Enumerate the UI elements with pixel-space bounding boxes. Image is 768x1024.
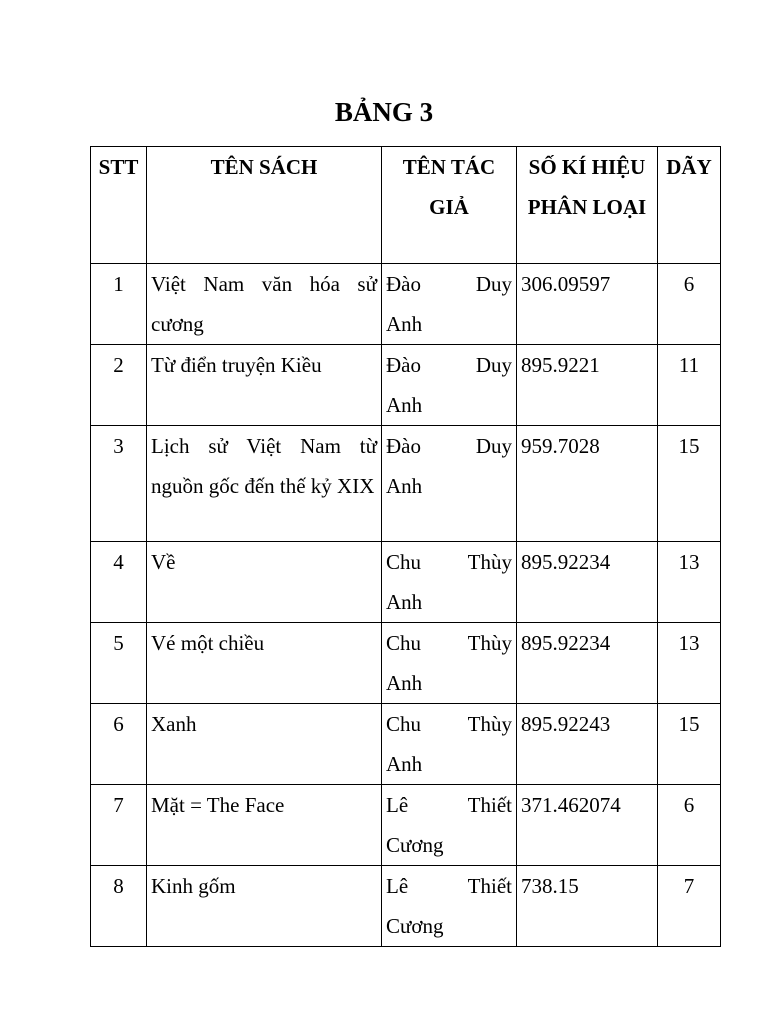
cell-shelf: 6: [658, 264, 721, 345]
cell-classification-code: 895.92234: [517, 623, 658, 704]
cell-author: [382, 704, 517, 785]
table-row: [91, 623, 721, 704]
cell-classification-code: 371.462074: [517, 785, 658, 866]
table-row: [91, 785, 721, 866]
cell-author: [382, 542, 517, 623]
page-title: BẢNG 3: [334, 97, 434, 127]
author-first-line: Đào Duy: [386, 272, 512, 296]
cell-stt: 4: [91, 542, 147, 623]
cell-shelf: 6: [658, 785, 721, 866]
cell-classification-code: 738.15: [517, 866, 658, 947]
cell-book-title: Lịch sử Việt Nam từ nguồn gốc đến thế kỷ XIX: [147, 426, 382, 542]
cell-classification-code: 959.7028: [517, 426, 658, 542]
cell-shelf: 7: [658, 866, 721, 947]
cell-shelf: 11: [658, 345, 721, 426]
cell-shelf: 15: [658, 426, 721, 542]
cell-author: [382, 623, 517, 704]
author-last-line: Cương: [386, 833, 444, 857]
cell-stt: 2: [91, 345, 147, 426]
cell-shelf: 15: [658, 704, 721, 785]
author-first-line: Chu Thùy: [386, 550, 512, 574]
author-first-line: Đào Duy: [386, 434, 512, 458]
cell-classification-code: 895.92243: [517, 704, 658, 785]
cell-book-title: Xanh: [147, 704, 382, 785]
author-last-line: Anh: [386, 474, 423, 498]
cell-book-title: Kinh gốm: [147, 866, 382, 947]
cell-classification-code: 895.9221: [517, 345, 658, 426]
author-first-line: Lê Thiết: [386, 874, 512, 898]
author-last-line: Anh: [386, 393, 423, 417]
cell-book-title: Việt Nam văn hóa sử cương: [147, 264, 382, 345]
cell-stt: 8: [91, 866, 147, 947]
cell-author: [382, 345, 517, 426]
author-last-line: Anh: [386, 590, 423, 614]
author-first-line: Lê Thiết: [386, 793, 512, 817]
cell-author: [382, 426, 517, 542]
cell-book-title: Mặt = The Face: [147, 785, 382, 866]
cell-classification-code: 306.09597: [517, 264, 658, 345]
cell-shelf: 13: [658, 542, 721, 623]
book-table: [90, 146, 721, 947]
cell-classification-code: 895.92234: [517, 542, 658, 623]
table-header-row: [91, 147, 721, 264]
header-stt: STT: [91, 147, 147, 264]
cell-shelf: 13: [658, 623, 721, 704]
cell-stt: 7: [91, 785, 147, 866]
table-row: [91, 866, 721, 947]
table-row: [91, 704, 721, 785]
header-book-title: TÊN SÁCH: [147, 147, 382, 264]
cell-author: [382, 785, 517, 866]
cell-stt: 3: [91, 426, 147, 542]
table-row: [91, 345, 721, 426]
cell-book-title: Từ điển truyện Kiều: [147, 345, 382, 426]
author-last-line: Cương: [386, 914, 444, 938]
cell-book-title: Vé một chiều: [147, 623, 382, 704]
header-author: TÊN TÁC GIẢ: [382, 147, 517, 264]
author-last-line: Anh: [386, 312, 423, 336]
header-classification-code: SỐ KÍ HIỆU PHÂN LOẠI: [517, 147, 658, 264]
cell-author: [382, 264, 517, 345]
author-first-line: Đào Duy: [386, 353, 512, 377]
cell-stt: 6: [91, 704, 147, 785]
cell-stt: 5: [91, 623, 147, 704]
header-shelf: DÃY: [658, 147, 721, 264]
table-row: [91, 264, 721, 345]
table-row: [91, 426, 721, 542]
cell-book-title: Về: [147, 542, 382, 623]
author-first-line: Chu Thùy: [386, 712, 512, 736]
author-last-line: Anh: [386, 752, 423, 776]
cell-stt: 1: [91, 264, 147, 345]
cell-author: [382, 866, 517, 947]
author-first-line: Chu Thùy: [386, 631, 512, 655]
author-last-line: Anh: [386, 671, 423, 695]
table-row: [91, 542, 721, 623]
